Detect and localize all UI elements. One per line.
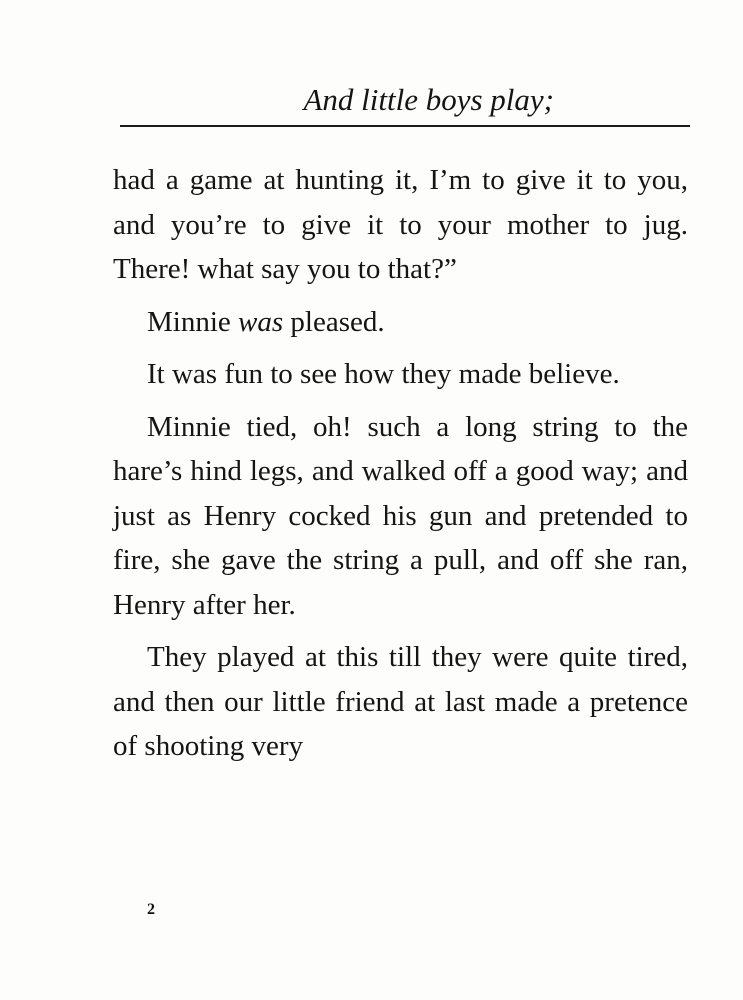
paragraph-4: Minnie tied, oh! such a long string to the hare’s hind legs, and walked off a good way; and just as Henry cocked his gun and pretended to fire, she gave the string a pull, and off she ran, Henry after her. xyxy=(113,410,688,621)
paragraph-2 xyxy=(113,300,688,345)
paragraph-1: had a game at hunting it, I’m to give it to you, and you’re to give it to your mother to jug. There! what say you to that?” xyxy=(113,164,688,285)
page-number: 2 xyxy=(147,901,155,918)
paragraph-2-emphasis: was xyxy=(238,305,284,338)
paragraph-3: It was fun to see how they made believe. xyxy=(147,358,620,390)
paragraph-2-end: pleased. xyxy=(283,305,385,338)
body-text xyxy=(113,158,688,777)
running-head-title: And little boys play; xyxy=(303,82,554,117)
header-rule xyxy=(120,125,690,127)
paragraph-2-start: Minnie xyxy=(147,305,239,338)
paragraph-5: They played at this till they were quite tired, and then our little friend at last made a pretence of shooting very xyxy=(113,641,688,762)
